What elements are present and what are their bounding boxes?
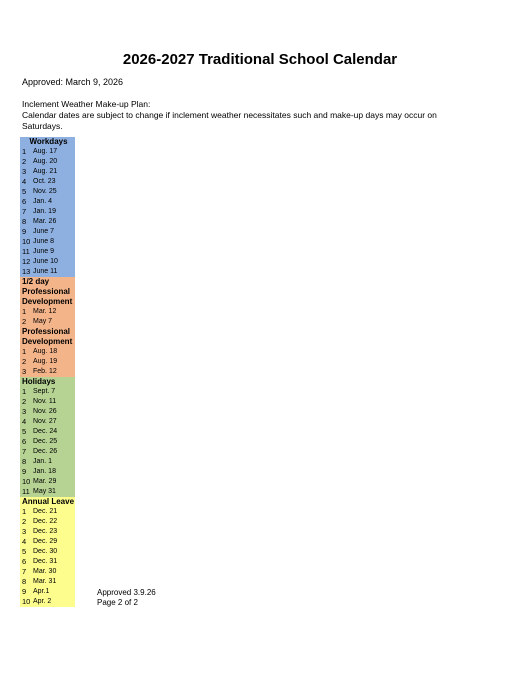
item-number: 8 <box>22 577 27 586</box>
item-date: Apr.1 <box>33 588 50 595</box>
item-number: 10 <box>22 237 31 246</box>
list-item <box>20 467 75 477</box>
item-date: Nov. 11 <box>33 398 57 405</box>
list-item <box>20 197 75 207</box>
item-date: Dec. 21 <box>33 508 58 515</box>
section-heading: Workdays <box>29 137 68 146</box>
item-number: 1 <box>22 307 27 316</box>
item-date: May 7 <box>33 318 53 325</box>
item-date: Aug. 20 <box>33 158 58 165</box>
item-number: 2 <box>22 397 27 406</box>
item-number: 11 <box>22 487 30 496</box>
item-date: Jan. 1 <box>33 458 53 465</box>
list-item <box>20 317 75 327</box>
list-item <box>20 517 75 527</box>
item-date: Sept. 7 <box>33 388 56 395</box>
section-annual <box>20 497 75 607</box>
list-item <box>20 177 75 187</box>
list-item <box>20 157 75 167</box>
list-item <box>20 587 75 597</box>
item-number: 7 <box>22 567 27 576</box>
item-number: 12 <box>22 257 31 266</box>
item-number: 10 <box>22 477 31 486</box>
item-date: June 7 <box>33 228 55 235</box>
section-workdays <box>20 137 75 277</box>
item-number: 3 <box>22 407 27 416</box>
item-date: Dec. 22 <box>33 518 58 525</box>
section-heading: Professional Development <box>22 327 73 346</box>
item-date: Dec. 25 <box>33 438 58 445</box>
weather-plan-heading: Inclement Weather Make-up Plan: <box>22 99 151 109</box>
item-number: 5 <box>22 547 27 556</box>
list-item <box>20 507 75 517</box>
item-date: Dec. 23 <box>33 528 58 535</box>
item-number: 8 <box>22 217 27 226</box>
item-date: Mar. 26 <box>33 218 57 225</box>
item-date: Aug. 21 <box>33 168 58 175</box>
item-date: June 9 <box>33 248 55 255</box>
item-date: Mar. 30 <box>33 568 57 575</box>
calendar-column <box>20 137 75 607</box>
list-item <box>20 187 75 197</box>
item-date: Mar. 29 <box>33 478 57 485</box>
item-date: May 31 <box>33 488 56 495</box>
item-number: 8 <box>22 457 27 466</box>
list-item <box>20 147 75 157</box>
item-date: Dec. 24 <box>33 428 58 435</box>
item-number: 1 <box>22 147 27 156</box>
item-number: 7 <box>22 447 27 456</box>
item-number: 2 <box>22 317 27 326</box>
page-title: 2026-2027 Traditional School Calendar <box>122 51 398 68</box>
footer-page-number: Page 2 of 2 <box>97 598 138 607</box>
item-number: 4 <box>22 177 27 186</box>
list-item <box>20 597 75 607</box>
list-item <box>20 397 75 407</box>
list-item <box>20 437 75 447</box>
item-date: June 8 <box>33 238 55 245</box>
list-item <box>20 247 75 257</box>
list-item <box>20 207 75 217</box>
item-date: June 10 <box>33 258 58 265</box>
item-number: 3 <box>22 527 27 536</box>
item-date: Mar. 12 <box>33 308 57 315</box>
weather-plan-text: Calendar dates are subject to change if inclement weather necessitates such and make-up days may occur on Saturdays. <box>22 110 437 131</box>
list-item <box>20 527 75 537</box>
item-number: 2 <box>22 357 27 366</box>
footer-approved: Approved 3.9.26 <box>97 588 156 597</box>
list-item <box>20 567 75 577</box>
list-item <box>20 357 75 367</box>
section-heading: 1/2 day Professional Development <box>22 277 73 306</box>
item-number: 5 <box>22 187 27 196</box>
list-item <box>20 167 75 177</box>
item-number: 9 <box>22 587 27 596</box>
list-item <box>20 447 75 457</box>
item-date: Jan. 4 <box>33 198 53 205</box>
list-item <box>20 477 75 487</box>
list-item <box>20 257 75 267</box>
item-number: 5 <box>22 427 27 436</box>
section-half <box>20 277 75 327</box>
item-number: 9 <box>22 467 27 476</box>
item-date: Jan. 19 <box>33 208 56 215</box>
item-date: Aug. 19 <box>33 358 58 365</box>
item-number: 6 <box>22 197 27 206</box>
list-item <box>20 487 75 497</box>
item-number: 3 <box>22 367 27 376</box>
item-number: 1 <box>22 387 27 396</box>
list-item <box>20 347 75 357</box>
item-number: 6 <box>22 437 27 446</box>
item-date: Nov. 26 <box>33 408 57 415</box>
item-date: Mar. 31 <box>33 578 57 585</box>
item-number: 1 <box>22 507 27 516</box>
section-prof <box>20 327 75 377</box>
page-footer <box>97 588 156 608</box>
item-date: Apr. 2 <box>33 598 52 605</box>
item-date: Dec. 30 <box>33 548 58 555</box>
list-item <box>20 367 75 377</box>
item-date: Feb. 12 <box>33 368 57 375</box>
section-heading: Annual Leave <box>22 497 75 506</box>
list-item <box>20 457 75 467</box>
item-date: Jan. 18 <box>33 468 56 475</box>
list-item <box>20 227 75 237</box>
list-item <box>20 217 75 227</box>
list-item <box>20 577 75 587</box>
list-item <box>20 407 75 417</box>
item-number: 6 <box>22 557 27 566</box>
section-holidays <box>20 377 75 497</box>
section-heading: Holidays <box>22 377 56 386</box>
item-date: Dec. 29 <box>33 538 58 545</box>
item-date: Aug. 17 <box>33 148 58 155</box>
item-date: Dec. 26 <box>33 448 58 455</box>
item-number: 1 <box>22 347 27 356</box>
item-number: 4 <box>22 537 27 546</box>
item-number: 10 <box>22 597 31 606</box>
list-item <box>20 557 75 567</box>
item-number: 11 <box>22 247 30 256</box>
item-number: 2 <box>22 157 27 166</box>
item-number: 13 <box>22 267 31 276</box>
list-item <box>20 547 75 557</box>
weather-plan <box>22 99 442 132</box>
list-item <box>20 267 75 277</box>
item-date: Aug. 18 <box>33 348 58 355</box>
list-item <box>20 417 75 427</box>
list-item <box>20 427 75 437</box>
item-date: Dec. 31 <box>33 558 58 565</box>
list-item <box>20 387 75 397</box>
item-number: 9 <box>22 227 27 236</box>
item-date: Nov. 25 <box>33 188 57 195</box>
item-number: 7 <box>22 207 27 216</box>
list-item <box>20 307 75 317</box>
list-item <box>20 537 75 547</box>
item-number: 3 <box>22 167 27 176</box>
item-date: Oct. 23 <box>33 178 56 185</box>
item-number: 4 <box>22 417 27 426</box>
item-date: Nov. 27 <box>33 418 57 425</box>
item-number: 2 <box>22 517 27 526</box>
approval-date: Approved: March 9, 2026 <box>22 77 124 87</box>
list-item <box>20 237 75 247</box>
item-date: June 11 <box>33 268 58 275</box>
